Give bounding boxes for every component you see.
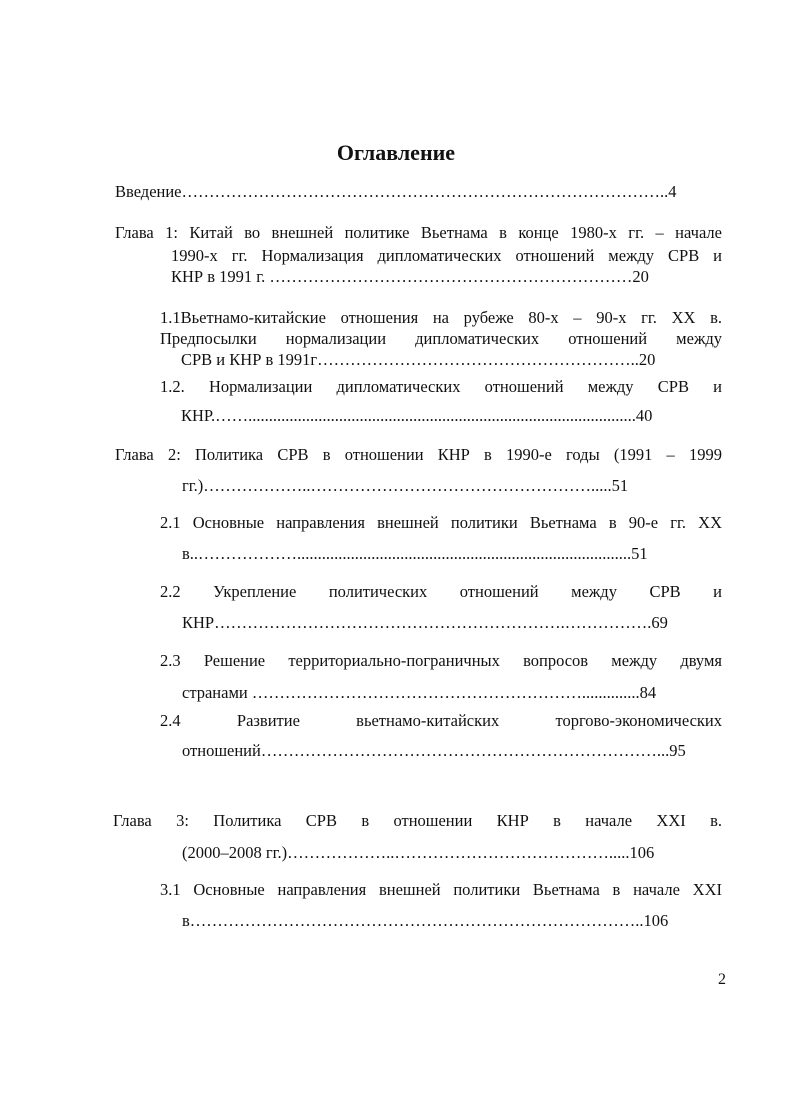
toc-section-1-1-line-1: 1.1Вьетнамо-китайские отношения на рубеже 80-х – 90-х гг. XX в. [160,308,722,327]
toc-section-3-1-line-1: 3.1 Основные направления внешней политики Вьетнама в начале XXI [160,880,722,899]
toc-section-3-1-line-2: в………………………………………………………………………..106 [182,911,669,930]
toc-section-1-1-line-2: Предпосылки нормализации дипломатических отношений между [160,329,722,348]
toc-section-2-1-line-1: 2.1 Основные направления внешней политики Вьетнама в 90-е гг. XX [160,513,722,532]
toc-entry-intro: Введение……………………………………………………………………………..4 [115,182,677,201]
toc-section-2-3-line-2: странами ……………………………………………………..............84 [182,683,657,702]
toc-section-2-2-line-2: КНР……………………………………………………….…………….69 [182,613,668,632]
toc-chapter-2-line-1: Глава 2: Политика СРВ в отношении КНР в 1990-е годы (1991 – 1999 [115,445,722,464]
toc-chapter-1-line-2: 1990-х гг. Нормализация дипломатических отношений между СРВ и [171,246,722,265]
toc-chapter-1-line-3: КНР в 1991 г. …………………………………………………………20 [171,267,649,286]
toc-section-1-1-line-3: СРВ и КНР в 1991г…………………………………………………..20 [181,350,656,369]
toc-chapter-3-line-2: (2000–2008 гг.)………………..………………………………….....106 [182,843,655,862]
page-number: 2 [718,971,726,988]
toc-section-2-4-line-2: отношений………………………………………………………………...95 [182,741,686,760]
page-title: Оглавление [336,140,456,165]
toc-section-2-1-line-2: в..……………….................................................................................51 [182,544,648,563]
toc-section-2-4-line-1: 2.4 Развитие вьетнамо-китайских торгово-экономических [160,711,722,730]
toc-chapter-3-line-1: Глава 3: Политика СРВ в отношении КНР в начале XXI в. [113,811,722,830]
toc-section-1-2-line-2: КНР.……..............................................................................................40 [181,406,653,425]
toc-section-2-3-line-1: 2.3 Решение территориально-пограничных вопросов между двумя [160,651,722,670]
toc-chapter-2-line-2: гг.)………………..…………………………………………….....51 [182,476,629,495]
toc-chapter-1-line-1: Глава 1: Китай во внешней политике Вьетнама в конце 1980-х гг. – начале [115,223,722,242]
toc-section-1-2-line-1: 1.2. Нормализации дипломатических отношений между СРВ и [160,377,722,396]
toc-section-2-2-line-1: 2.2 Укрепление политических отношений между СРВ и [160,582,722,601]
